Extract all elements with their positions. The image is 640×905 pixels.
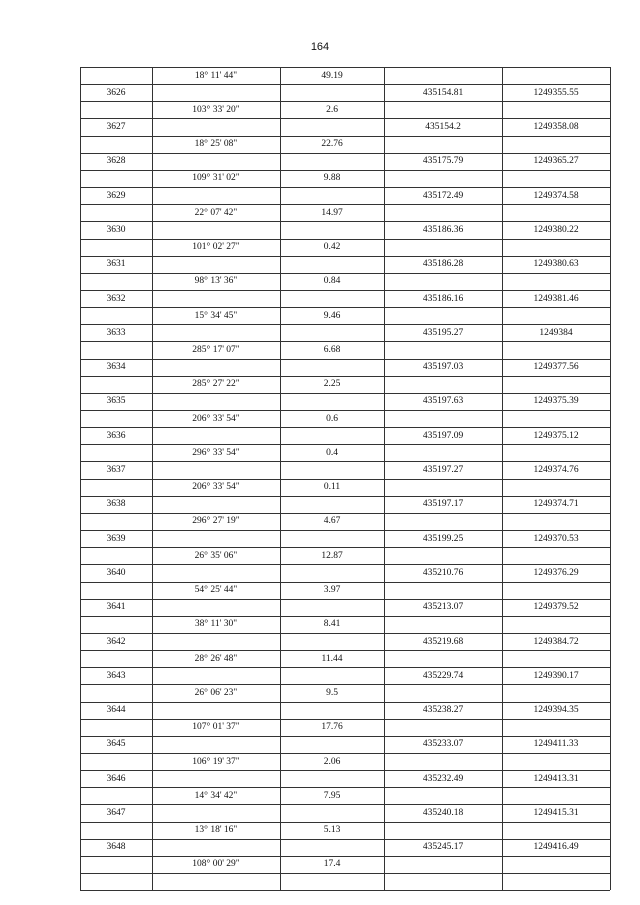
northing-cell: 435229.74 — [422, 670, 464, 681]
row-border — [152, 410, 384, 411]
bearing-cell: 103° 33' 20" — [192, 104, 240, 115]
row-border — [384, 273, 610, 274]
bearing-cell: 296° 27' 19" — [192, 516, 240, 527]
row-border — [80, 290, 152, 291]
row-border — [152, 564, 384, 565]
row-border — [384, 839, 610, 840]
row-border — [152, 376, 384, 377]
northing-cell: 435245.17 — [422, 842, 464, 853]
easting-cell: 1249375.39 — [533, 396, 579, 407]
row-border — [384, 804, 610, 805]
row-border — [80, 530, 152, 531]
row-border — [152, 856, 384, 857]
distance-cell: 11.44 — [321, 653, 343, 664]
distance-cell: 17.76 — [321, 722, 343, 733]
row-border — [80, 307, 152, 308]
row-border — [152, 170, 384, 171]
row-border — [80, 273, 152, 274]
row-border — [384, 204, 610, 205]
northing-cell: 435199.25 — [422, 533, 464, 544]
northing-cell: 435238.27 — [422, 705, 464, 716]
row-border — [152, 736, 384, 737]
row-border — [384, 787, 610, 788]
easting-cell: 1249379.52 — [533, 602, 579, 613]
easting-cell: 1249358.08 — [533, 122, 579, 133]
northing-cell: 435219.68 — [422, 636, 464, 647]
row-border — [152, 479, 384, 480]
station-cell: 3639 — [106, 533, 126, 544]
row-border — [384, 599, 610, 600]
row-border — [80, 239, 152, 240]
northing-cell: 435197.27 — [422, 465, 464, 476]
northing-cell: 435154.81 — [422, 87, 464, 98]
easting-cell: 1249413.31 — [533, 773, 579, 784]
row-border — [80, 376, 152, 377]
northing-cell: 435197.09 — [422, 430, 464, 441]
northing-cell: 435232.49 — [422, 773, 464, 784]
row-border — [80, 736, 152, 737]
row-border — [80, 84, 152, 85]
distance-cell: 17.4 — [323, 859, 341, 870]
easting-cell: 1249376.29 — [533, 567, 579, 578]
distance-cell: 9.5 — [326, 687, 338, 698]
station-cell: 3637 — [106, 465, 126, 476]
row-border — [80, 221, 152, 222]
bearing-cell: 296° 33' 54" — [192, 447, 240, 458]
row-border — [384, 221, 610, 222]
row-border — [384, 890, 610, 891]
northing-cell: 435154.2 — [425, 122, 461, 133]
distance-cell: 6.68 — [323, 344, 341, 355]
station-cell: 3628 — [106, 156, 126, 167]
row-border — [152, 256, 384, 257]
distance-cell: 5.13 — [323, 825, 341, 836]
bearing-cell: 22° 07' 42" — [194, 207, 238, 218]
row-border — [384, 564, 610, 565]
row-border — [80, 873, 152, 874]
row-border — [80, 461, 152, 462]
row-border — [384, 307, 610, 308]
row-border — [80, 513, 152, 514]
row-border — [384, 650, 610, 651]
row-border — [384, 67, 610, 68]
northing-cell: 435186.16 — [422, 293, 464, 304]
row-border — [384, 461, 610, 462]
distance-cell: 2.06 — [323, 756, 341, 767]
row-border — [384, 187, 610, 188]
bearing-cell: 206° 33' 54" — [192, 413, 240, 424]
easting-cell: 1249370.53 — [533, 533, 579, 544]
bearing-cell: 106° 19' 37" — [192, 756, 240, 767]
station-cell: 3641 — [106, 602, 126, 613]
easting-cell: 1249380.22 — [533, 224, 579, 235]
easting-cell: 1249375.12 — [533, 430, 579, 441]
row-border — [152, 616, 384, 617]
row-border — [384, 153, 610, 154]
station-cell: 3634 — [106, 362, 126, 373]
row-border — [384, 393, 610, 394]
row-border — [152, 702, 384, 703]
row-border — [80, 153, 152, 154]
row-border — [80, 136, 152, 137]
station-cell: 3627 — [106, 122, 126, 133]
row-border — [152, 290, 384, 291]
station-cell: 3629 — [106, 190, 126, 201]
row-border — [80, 101, 152, 102]
distance-cell: 3.97 — [323, 585, 341, 596]
row-border — [152, 530, 384, 531]
northing-cell: 435186.36 — [422, 224, 464, 235]
row-border — [152, 650, 384, 651]
station-cell: 3631 — [106, 259, 126, 270]
row-border — [80, 804, 152, 805]
row-border — [80, 839, 152, 840]
easting-cell: 1249374.71 — [533, 499, 579, 510]
distance-cell: 0.42 — [323, 242, 341, 253]
row-border — [80, 547, 152, 548]
row-border — [152, 890, 384, 891]
row-border — [384, 256, 610, 257]
row-border — [80, 427, 152, 428]
row-border — [80, 582, 152, 583]
distance-cell: 2.6 — [326, 104, 338, 115]
row-border — [152, 359, 384, 360]
row-border — [384, 444, 610, 445]
row-border — [384, 376, 610, 377]
row-border — [384, 633, 610, 634]
northing-cell: 435175.79 — [422, 156, 464, 167]
distance-cell: 22.76 — [321, 139, 343, 150]
row-border — [384, 530, 610, 531]
row-border — [152, 599, 384, 600]
easting-cell: 1249380.63 — [533, 259, 579, 270]
row-border — [80, 633, 152, 634]
row-border — [152, 839, 384, 840]
row-border — [384, 582, 610, 583]
row-border — [80, 753, 152, 754]
row-border — [152, 444, 384, 445]
easting-cell: 1249377.56 — [533, 362, 579, 373]
row-border — [152, 822, 384, 823]
row-border — [152, 84, 384, 85]
row-border — [80, 479, 152, 480]
bearing-cell: 98° 13' 36" — [194, 276, 238, 287]
distance-cell: 7.95 — [323, 790, 341, 801]
row-border — [80, 787, 152, 788]
row-border — [384, 547, 610, 548]
bearing-cell: 18° 25' 08" — [194, 139, 238, 150]
row-border — [384, 856, 610, 857]
row-border — [80, 118, 152, 119]
northing-cell: 435213.07 — [422, 602, 464, 613]
row-border — [152, 118, 384, 119]
easting-cell: 1249374.76 — [533, 465, 579, 476]
row-border — [384, 873, 610, 874]
row-border — [152, 221, 384, 222]
row-border — [80, 341, 152, 342]
row-border — [384, 410, 610, 411]
bearing-cell: 54° 25' 44" — [194, 585, 238, 596]
bearing-cell: 28° 26' 48" — [194, 653, 238, 664]
station-cell: 3636 — [106, 430, 126, 441]
station-cell: 3647 — [106, 808, 126, 819]
distance-cell: 2.25 — [323, 379, 341, 390]
distance-cell: 0.84 — [323, 276, 341, 287]
row-border — [384, 616, 610, 617]
row-border — [152, 239, 384, 240]
row-border — [152, 787, 384, 788]
row-border — [152, 101, 384, 102]
bearing-cell: 285° 17' 07" — [192, 344, 240, 355]
row-border — [80, 856, 152, 857]
distance-cell: 9.46 — [323, 310, 341, 321]
row-border — [152, 582, 384, 583]
row-border — [80, 324, 152, 325]
station-cell: 3648 — [106, 842, 126, 853]
row-border — [384, 427, 610, 428]
row-border — [152, 427, 384, 428]
northing-cell: 435197.03 — [422, 362, 464, 373]
row-border — [152, 804, 384, 805]
page-number: 164 — [310, 41, 330, 53]
easting-cell: 1249355.55 — [533, 87, 579, 98]
row-border — [80, 599, 152, 600]
easting-cell: 1249416.49 — [533, 842, 579, 853]
row-border — [384, 753, 610, 754]
row-border — [152, 461, 384, 462]
row-border — [152, 307, 384, 308]
row-border — [152, 753, 384, 754]
row-border — [384, 770, 610, 771]
row-border — [80, 890, 152, 891]
bearing-cell: 18° 11' 44" — [194, 70, 238, 81]
easting-cell: 1249381.46 — [533, 293, 579, 304]
column-border — [610, 67, 611, 890]
northing-cell: 435240.18 — [422, 808, 464, 819]
row-border — [152, 136, 384, 137]
distance-cell: 9.88 — [323, 173, 341, 184]
row-border — [384, 84, 610, 85]
row-border — [384, 479, 610, 480]
row-border — [152, 633, 384, 634]
bearing-cell: 38° 11' 30" — [194, 619, 238, 630]
northing-cell: 435210.76 — [422, 567, 464, 578]
bearing-cell: 285° 27' 22" — [192, 379, 240, 390]
row-border — [384, 324, 610, 325]
row-border — [384, 736, 610, 737]
row-border — [152, 393, 384, 394]
row-border — [152, 273, 384, 274]
row-border — [80, 204, 152, 205]
station-cell: 3645 — [106, 739, 126, 750]
easting-cell: 1249384 — [539, 327, 573, 338]
row-border — [384, 136, 610, 137]
easting-cell: 1249384.72 — [533, 636, 579, 647]
station-cell: 3635 — [106, 396, 126, 407]
row-border — [152, 496, 384, 497]
row-border — [384, 341, 610, 342]
distance-cell: 0.4 — [326, 447, 338, 458]
distance-cell: 0.11 — [323, 482, 341, 493]
row-border — [80, 187, 152, 188]
northing-cell: 435195.27 — [422, 327, 464, 338]
row-border — [80, 393, 152, 394]
row-border — [152, 719, 384, 720]
row-border — [80, 667, 152, 668]
easting-cell: 1249390.17 — [533, 670, 579, 681]
station-cell: 3632 — [106, 293, 126, 304]
station-cell: 3630 — [106, 224, 126, 235]
station-cell: 3633 — [106, 327, 126, 338]
row-border — [80, 564, 152, 565]
row-border — [384, 496, 610, 497]
row-border — [152, 67, 384, 68]
northing-cell: 435172.49 — [422, 190, 464, 201]
row-border — [384, 290, 610, 291]
station-cell: 3644 — [106, 705, 126, 716]
row-border — [80, 822, 152, 823]
row-border — [80, 684, 152, 685]
row-border — [384, 359, 610, 360]
station-cell: 3643 — [106, 670, 126, 681]
row-border — [384, 118, 610, 119]
row-border — [384, 684, 610, 685]
row-border — [384, 822, 610, 823]
bearing-cell: 101° 02' 27" — [192, 242, 240, 253]
row-border — [80, 359, 152, 360]
row-border — [80, 650, 152, 651]
row-border — [80, 719, 152, 720]
row-border — [152, 341, 384, 342]
row-border — [384, 667, 610, 668]
distance-cell: 0.6 — [326, 413, 338, 424]
row-border — [152, 513, 384, 514]
northing-cell: 435233.07 — [422, 739, 464, 750]
bearing-cell: 206° 33' 54" — [192, 482, 240, 493]
distance-cell: 12.87 — [321, 550, 343, 561]
station-cell: 3642 — [106, 636, 126, 647]
row-border — [152, 187, 384, 188]
distance-cell: 4.67 — [323, 516, 341, 527]
station-cell: 3638 — [106, 499, 126, 510]
bearing-cell: 26° 35' 06" — [194, 550, 238, 561]
distance-cell: 14.97 — [321, 207, 343, 218]
row-border — [152, 873, 384, 874]
easting-cell: 1249411.33 — [533, 739, 579, 750]
bearing-cell: 109° 31' 02" — [192, 173, 240, 184]
row-border — [80, 702, 152, 703]
row-border — [152, 204, 384, 205]
station-cell: 3640 — [106, 567, 126, 578]
row-border — [384, 719, 610, 720]
row-border — [80, 496, 152, 497]
row-border — [80, 616, 152, 617]
easting-cell: 1249365.27 — [533, 156, 579, 167]
bearing-cell: 15° 34' 45" — [194, 310, 238, 321]
row-border — [80, 410, 152, 411]
distance-cell: 8.41 — [323, 619, 341, 630]
bearing-cell: 26° 06' 23" — [194, 687, 238, 698]
row-border — [384, 101, 610, 102]
row-border — [80, 170, 152, 171]
station-cell: 3646 — [106, 773, 126, 784]
station-cell: 3626 — [106, 87, 126, 98]
bearing-cell: 13° 18' 16" — [194, 825, 238, 836]
row-border — [80, 444, 152, 445]
row-border — [80, 770, 152, 771]
easting-cell: 1249415.31 — [533, 808, 579, 819]
distance-cell: 49.19 — [321, 70, 343, 81]
row-border — [80, 256, 152, 257]
row-border — [384, 239, 610, 240]
northing-cell: 435197.17 — [422, 499, 464, 510]
bearing-cell: 14° 34' 42" — [194, 790, 238, 801]
row-border — [152, 684, 384, 685]
northing-cell: 435197.63 — [422, 396, 464, 407]
row-border — [152, 667, 384, 668]
row-border — [384, 170, 610, 171]
row-border — [80, 67, 152, 68]
bearing-cell: 108° 00' 29" — [192, 859, 240, 870]
bearing-cell: 107° 01' 37" — [192, 722, 240, 733]
survey-coordinate-table — [80, 67, 610, 870]
row-border — [152, 324, 384, 325]
row-border — [152, 153, 384, 154]
row-border — [152, 547, 384, 548]
row-border — [152, 770, 384, 771]
easting-cell: 1249394.35 — [533, 705, 579, 716]
northing-cell: 435186.28 — [422, 259, 464, 270]
easting-cell: 1249374.58 — [533, 190, 579, 201]
row-border — [384, 702, 610, 703]
row-border — [384, 513, 610, 514]
